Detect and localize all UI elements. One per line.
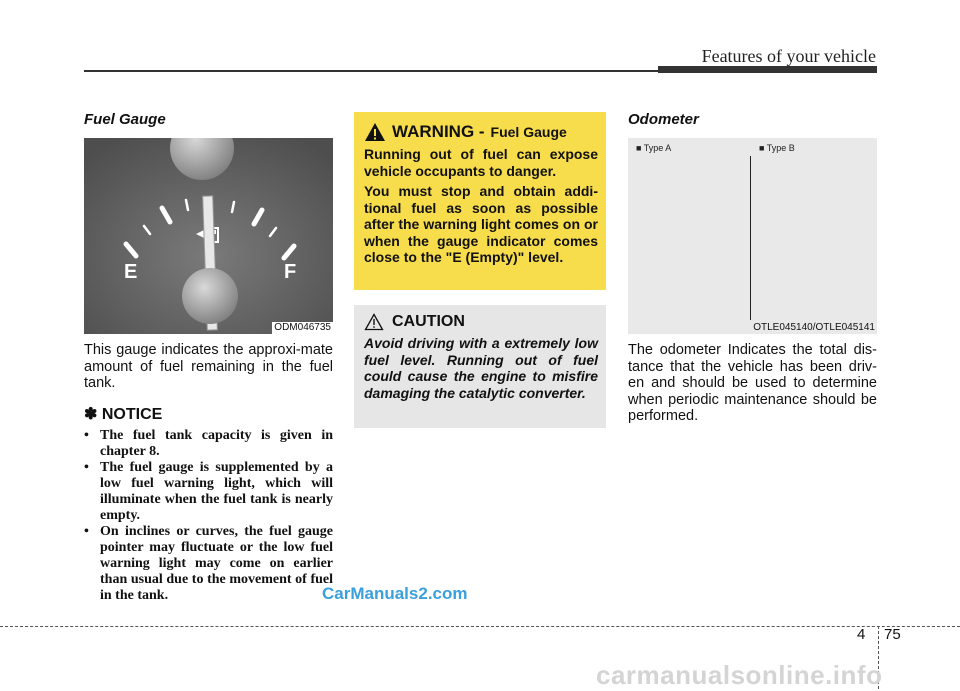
warning-header: [364, 122, 598, 142]
notice-title: ✽ NOTICE: [84, 406, 163, 423]
odometer-type-b-label: ■ Type B: [759, 143, 795, 153]
warning-word: WARNING -: [392, 122, 485, 141]
gauge-label-e: E: [124, 261, 138, 283]
odometer-divider: [750, 156, 751, 320]
footer-rule: [0, 626, 960, 627]
gauge-center-knob: [182, 268, 238, 324]
caution-box: [354, 305, 606, 428]
notice-item: • The fuel gauge is supplemented by a low fuel warning light, which will illuminate when the fuel tank is nearly empty.: [84, 460, 333, 523]
notice-item: • On inclines or curves, the fuel gauge pointer may fluctuate or the low fuel warning light may come on earlier than usual due to the movement of fuel in the tank.: [84, 524, 333, 603]
warning-box: [354, 112, 606, 290]
fuel-gauge-title: Fuel Gauge: [84, 111, 166, 128]
warning-paragraph: You must stop and obtain addi-tional fuel as soon as possible after the warning light comes on or when the gauge indicator comes close to the "E (Empty)" level.: [364, 183, 598, 265]
caution-text: Avoid driving with a extremely low fuel level. Running out of fuel could cause the engine to misfire damaging the catalytic converter.: [364, 335, 598, 401]
odometer-description: The odometer Indicates the total dis-tance that the vehicle has been driv-en and should be used to determine when periodic maintenance should be performed.: [628, 342, 877, 424]
watermark-link[interactable]: CarManuals2.com: [322, 584, 468, 603]
caution-word: CAUTION: [392, 313, 465, 330]
fuel-gauge-illustration: [84, 138, 333, 334]
notice-item: • The fuel tank capacity is given in chapter 8.: [84, 428, 333, 459]
caution-triangle-icon: [364, 313, 384, 331]
notice-list: [84, 428, 333, 604]
odometer-title: Odometer: [628, 111, 699, 128]
odometer-image-caption: OTLE045140/OTLE045141: [753, 322, 875, 333]
caution-header: [364, 313, 598, 331]
page-header-title: Features of your vehicle: [701, 46, 876, 66]
fuel-gauge-description: This gauge indicates the approxi-mate amount of fuel remaining in the fuel tank.: [84, 342, 333, 391]
fuel-gauge-image: [84, 138, 333, 334]
chapter-number: 4: [857, 626, 866, 643]
gauge-label-f: F: [284, 261, 297, 283]
warning-subject: Fuel Gauge: [490, 124, 567, 140]
header-rule: [84, 70, 660, 72]
bottom-watermark: carmanualsonline.info: [596, 660, 883, 690]
odometer-type-a-label: ■ Type A: [636, 143, 672, 153]
warning-triangle-icon: [364, 122, 386, 142]
header-rule-accent: [658, 66, 877, 73]
odometer-image: [628, 138, 877, 334]
fuel-gauge-image-caption: ODM046735: [274, 322, 331, 333]
page-number: 75: [884, 626, 901, 643]
warning-paragraph: Running out of fuel can expose vehicle occupants to danger.: [364, 146, 598, 179]
